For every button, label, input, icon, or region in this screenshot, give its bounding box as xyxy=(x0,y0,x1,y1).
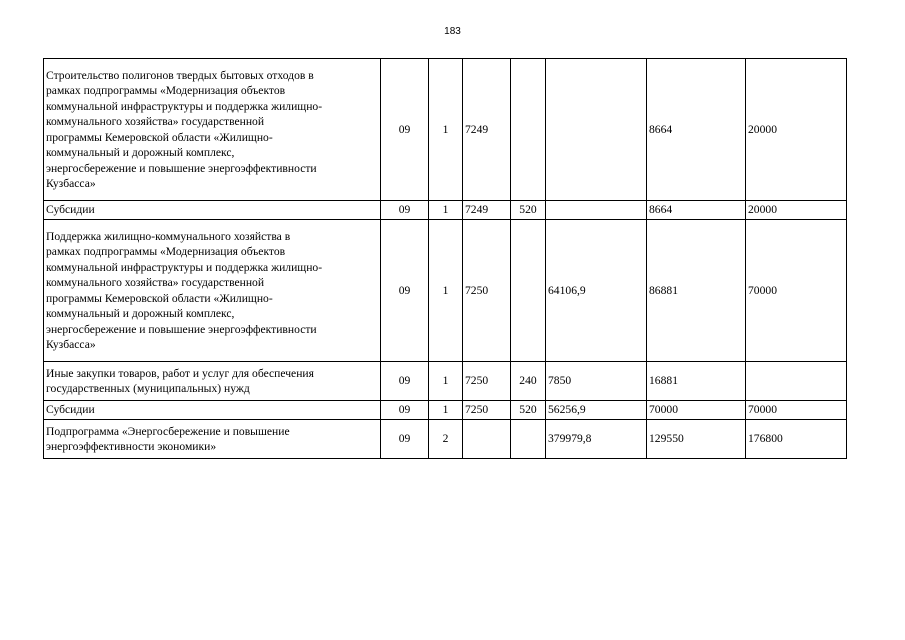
amount-2: 8664 xyxy=(647,201,746,220)
subprogram-code: 1 xyxy=(429,362,463,401)
subprogram-code: 1 xyxy=(429,401,463,420)
expense-type-code: 520 xyxy=(511,401,546,420)
target-code: 7249 xyxy=(463,201,511,220)
expense-type-code xyxy=(511,220,546,362)
target-code: 7250 xyxy=(463,401,511,420)
amount-1: 56256,9 xyxy=(546,401,647,420)
target-code xyxy=(463,420,511,459)
amount-3: 70000 xyxy=(746,401,847,420)
section-code: 09 xyxy=(381,220,429,362)
expense-type-code xyxy=(511,59,546,201)
row-name: Поддержка жилищно-коммунального хозяйства в рамках подпрограммы «Модернизация объектов коммунальной инфраструктуры и поддержка жилищно- коммунального хозяйства» государственной программы Кемеровской области «Жилищно- коммунальный и дорожный комплекс, энергосбережение и повышение энергоэффективности Кузбасса» xyxy=(44,220,381,362)
table-row xyxy=(44,220,847,362)
subprogram-code: 2 xyxy=(429,420,463,459)
subprogram-code: 1 xyxy=(429,201,463,220)
amount-2: 16881 xyxy=(647,362,746,401)
table-row xyxy=(44,401,847,420)
amount-1: 379979,8 xyxy=(546,420,647,459)
amount-2: 129550 xyxy=(647,420,746,459)
table-row xyxy=(44,201,847,220)
page-number: 183 xyxy=(444,26,461,37)
expense-type-code xyxy=(511,420,546,459)
amount-1 xyxy=(546,201,647,220)
table-row xyxy=(44,59,847,201)
amount-3: 176800 xyxy=(746,420,847,459)
row-name: Иные закупки товаров, работ и услуг для обеспечения государственных (муниципальных) нужд xyxy=(44,362,381,401)
target-code: 7250 xyxy=(463,362,511,401)
amount-3: 70000 xyxy=(746,220,847,362)
row-name: Подпрограмма «Энергосбережение и повышение энергоэффективности экономики» xyxy=(44,420,381,459)
table-row xyxy=(44,420,847,459)
amount-2: 8664 xyxy=(647,59,746,201)
expense-type-code: 240 xyxy=(511,362,546,401)
amount-1: 64106,9 xyxy=(546,220,647,362)
table-row xyxy=(44,362,847,401)
expense-type-code: 520 xyxy=(511,201,546,220)
row-name: Строительство полигонов твердых бытовых отходов в рамках подпрограммы «Модернизация объектов коммунальной инфраструктуры и поддержка жилищно- коммунального хозяйства» государственной программы Кемеровской области «Жилищно- коммунальный и дорожный комплекс, энергосбережение и повышение энергоэффективности Кузбасса» xyxy=(44,59,381,201)
section-code: 09 xyxy=(381,362,429,401)
section-code: 09 xyxy=(381,420,429,459)
amount-1: 7850 xyxy=(546,362,647,401)
subprogram-code: 1 xyxy=(429,220,463,362)
amount-2: 86881 xyxy=(647,220,746,362)
row-name: Субсидии xyxy=(44,201,381,220)
section-code: 09 xyxy=(381,59,429,201)
row-name: Субсидии xyxy=(44,401,381,420)
target-code: 7250 xyxy=(463,220,511,362)
amount-2: 70000 xyxy=(647,401,746,420)
budget-table xyxy=(43,58,847,459)
amount-3: 20000 xyxy=(746,201,847,220)
amount-3 xyxy=(746,362,847,401)
amount-1 xyxy=(546,59,647,201)
section-code: 09 xyxy=(381,201,429,220)
amount-3: 20000 xyxy=(746,59,847,201)
target-code: 7249 xyxy=(463,59,511,201)
section-code: 09 xyxy=(381,401,429,420)
subprogram-code: 1 xyxy=(429,59,463,201)
